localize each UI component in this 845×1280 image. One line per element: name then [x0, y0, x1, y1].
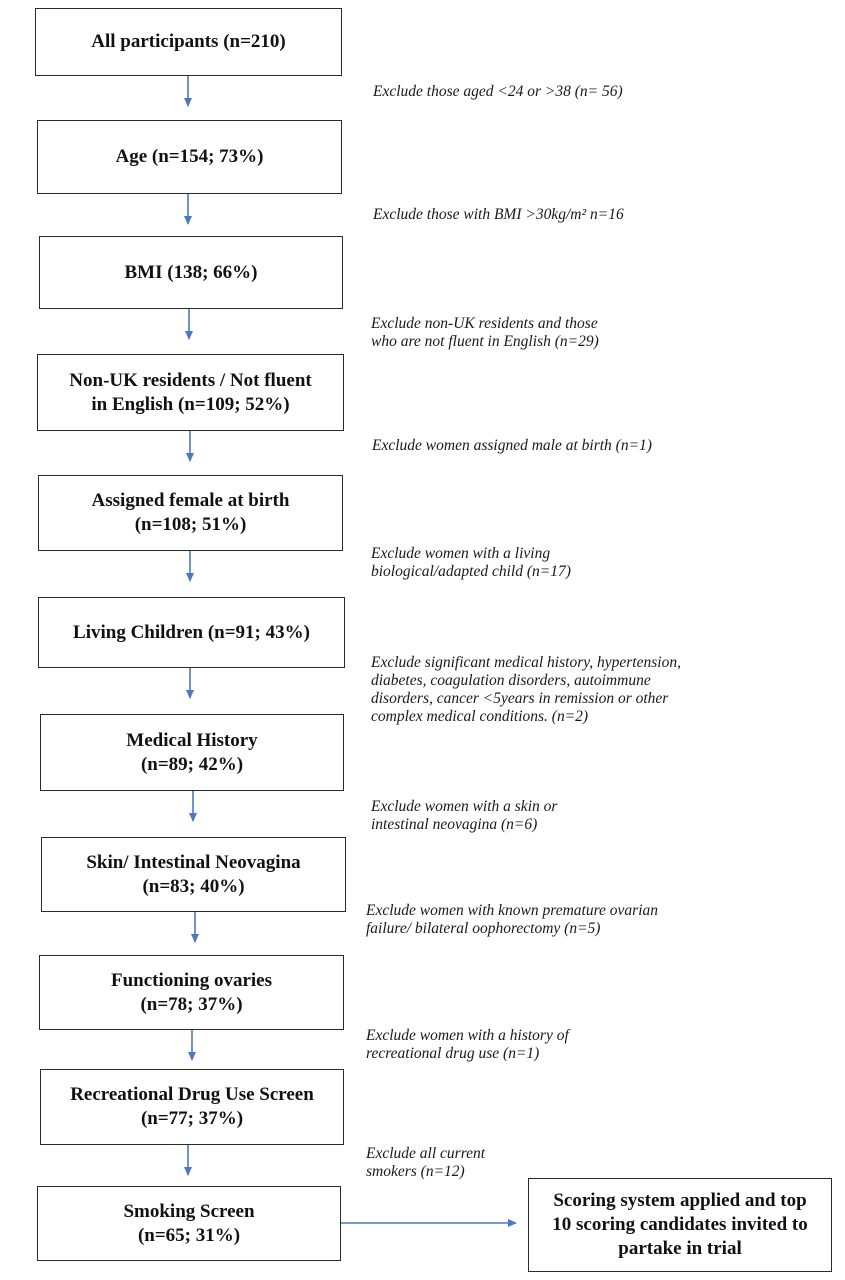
- exclusion-note-age: [373, 83, 623, 101]
- flow-box-smoking-screen: [37, 1186, 341, 1261]
- exclusion-note-smokers: [366, 1145, 485, 1181]
- note-line: recreational drug use (n=1): [366, 1045, 540, 1062]
- exclusion-note-drug-use: [366, 1027, 569, 1063]
- box-text: (n=108; 51%): [134, 514, 247, 535]
- box-text: Assigned female at birth: [91, 490, 290, 511]
- box-text: in English (n=109; 52%): [91, 393, 290, 415]
- note-line: Exclude women with a history of: [366, 1027, 569, 1044]
- exclusion-note-residency: [371, 315, 599, 351]
- exclusion-note-neovagina: [371, 798, 557, 834]
- note-line: Exclude all current: [366, 1145, 486, 1162]
- box-text: Smoking Screen: [123, 1200, 255, 1222]
- box-text: (n=83; 40%): [142, 875, 245, 897]
- note-line: Exclude women assigned male at birth (n=1): [372, 437, 652, 454]
- exclusion-note-assigned-male: [372, 437, 652, 455]
- note-line: failure/ bilateral oophorectomy (n=5): [366, 920, 601, 937]
- box-text: Functioning ovaries: [111, 969, 272, 991]
- flow-box-assigned-female: [38, 475, 343, 551]
- flow-box-functioning-ovaries: [39, 955, 344, 1030]
- note-line: smokers (n=12): [366, 1163, 465, 1180]
- note-line: Exclude those aged <24 or >38 (n= 56): [373, 83, 623, 100]
- box-text: (n=78; 37%): [140, 993, 243, 1015]
- box-text: Living Children (n=91; 43%): [73, 621, 310, 643]
- flow-box-outcome: [528, 1178, 832, 1272]
- box-text: (n=65; 31%): [137, 1224, 241, 1246]
- box-text: BMI (138; 66%): [124, 261, 258, 283]
- box-text: (n=77; 37%): [140, 1108, 244, 1129]
- box-text: Scoring system applied and top: [553, 1190, 807, 1211]
- flow-box-recreational-drug-use: [40, 1069, 344, 1145]
- note-line: disorders, cancer <5years in remission or other: [371, 690, 669, 707]
- box-text: Age (n=154; 73%): [115, 146, 264, 167]
- box-text: All participants (n=210): [91, 31, 286, 52]
- note-line: Exclude those with BMI >30kg/m² n=16: [373, 206, 624, 223]
- note-line: intestinal neovagina (n=6): [371, 816, 538, 833]
- note-line: who are not fluent in English (n=29): [371, 333, 599, 350]
- box-text: Recreational Drug Use Screen: [70, 1084, 314, 1105]
- note-line: complex medical conditions. (n=2): [371, 708, 589, 725]
- exclusion-note-medical: [371, 654, 681, 726]
- box-text: partake in trial: [618, 1238, 742, 1259]
- flow-box-medical-history: [40, 714, 344, 791]
- note-line: Exclude women with a skin or: [371, 798, 558, 815]
- flow-box-living-children: [38, 597, 345, 668]
- note-line: diabetes, coagulation disorders, autoimmune: [371, 672, 651, 689]
- box-text: 10 scoring candidates invited to: [552, 1214, 808, 1235]
- box-text: Non-UK residents / Not fluent: [69, 369, 312, 391]
- flow-box-bmi: [39, 236, 343, 309]
- exclusion-note-living-child: [371, 545, 571, 581]
- note-line: Exclude women with a living: [371, 545, 551, 562]
- box-text: Medical History: [126, 729, 258, 751]
- note-line: Exclude significant medical history, hypertension,: [371, 654, 681, 671]
- flow-box-all-participants: [35, 8, 342, 76]
- box-text: (n=89; 42%): [140, 753, 244, 775]
- note-line: Exclude non-UK residents and those: [371, 315, 598, 332]
- box-text: Skin/ Intestinal Neovagina: [86, 851, 301, 873]
- flow-box-residency-language: [37, 354, 344, 431]
- exclusion-note-ovarian: [366, 902, 658, 938]
- note-line: Exclude women with known premature ovarian: [366, 902, 659, 919]
- exclusion-note-bmi: [373, 206, 624, 224]
- flow-box-age: [37, 120, 342, 194]
- note-line: biological/adapted child (n=17): [371, 563, 571, 580]
- flow-box-neovagina: [41, 837, 346, 912]
